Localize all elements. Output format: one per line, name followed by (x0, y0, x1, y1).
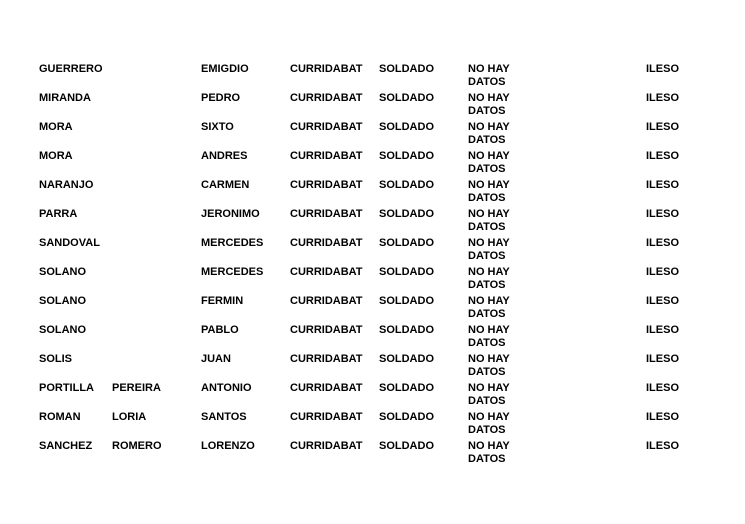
place-cell: CURRIDABAT (290, 150, 363, 162)
status-cell: ILESO (646, 179, 680, 191)
table-row (0, 324, 745, 353)
rank-cell: SOLDADO (379, 150, 434, 162)
given-name-cell: MERCEDES (201, 237, 264, 249)
place-cell: CURRIDABAT (290, 266, 363, 278)
status-cell: ILESO (646, 63, 680, 75)
first-surname-cell: SOLANO (39, 295, 87, 307)
place-cell: CURRIDABAT (290, 440, 363, 452)
given-name-cell: SIXTO (201, 121, 234, 133)
place-cell: CURRIDABAT (290, 63, 363, 75)
rank-cell: SOLDADO (379, 121, 434, 133)
data-note-cell: NO HAY DATOS (468, 382, 510, 407)
second-surname-cell: ROMERO (112, 440, 162, 452)
table-row (0, 295, 745, 324)
place-cell: CURRIDABAT (290, 382, 363, 394)
data-note-cell: NO HAY DATOS (468, 266, 510, 291)
first-surname-cell: GUERRERO (39, 63, 103, 75)
data-note-cell: NO HAY DATOS (468, 324, 510, 349)
table-row (0, 121, 745, 150)
first-surname-cell: PORTILLA (39, 382, 94, 394)
place-cell: CURRIDABAT (290, 179, 363, 191)
place-cell: CURRIDABAT (290, 324, 363, 336)
table-row (0, 353, 745, 382)
data-note-cell: NO HAY DATOS (468, 295, 510, 320)
table-row (0, 150, 745, 179)
given-name-cell: PEDRO (201, 92, 241, 104)
given-name-cell: MERCEDES (201, 266, 264, 278)
status-cell: ILESO (646, 411, 680, 423)
rank-cell: SOLDADO (379, 295, 434, 307)
rank-cell: SOLDADO (379, 63, 434, 75)
given-name-cell: LORENZO (201, 440, 255, 452)
first-surname-cell: NARANJO (39, 179, 94, 191)
place-cell: CURRIDABAT (290, 121, 363, 133)
given-name-cell: ANDRES (201, 150, 248, 162)
data-note-cell: NO HAY DATOS (468, 440, 510, 465)
data-note-cell: NO HAY DATOS (468, 353, 510, 378)
table-row (0, 237, 745, 266)
place-cell: CURRIDABAT (290, 208, 363, 220)
status-cell: ILESO (646, 266, 680, 278)
rank-cell: SOLDADO (379, 382, 434, 394)
status-cell: ILESO (646, 92, 680, 104)
place-cell: CURRIDABAT (290, 295, 363, 307)
table-row (0, 382, 745, 411)
first-surname-cell: MIRANDA (39, 92, 91, 104)
table-row (0, 411, 745, 440)
rank-cell: SOLDADO (379, 266, 434, 278)
data-note-cell: NO HAY DATOS (468, 179, 510, 204)
status-cell: ILESO (646, 237, 680, 249)
status-cell: ILESO (646, 353, 680, 365)
first-surname-cell: MORA (39, 121, 73, 133)
status-cell: ILESO (646, 324, 680, 336)
data-note-cell: NO HAY DATOS (468, 121, 510, 146)
second-surname-cell: LORIA (112, 411, 147, 423)
given-name-cell: FERMIN (201, 295, 244, 307)
table-row (0, 266, 745, 295)
status-cell: ILESO (646, 440, 680, 452)
given-name-cell: ANTONIO (201, 382, 252, 394)
first-surname-cell: SOLANO (39, 324, 87, 336)
table-row (0, 179, 745, 208)
data-note-cell: NO HAY DATOS (468, 237, 510, 262)
given-name-cell: SANTOS (201, 411, 247, 423)
first-surname-cell: SOLANO (39, 266, 87, 278)
data-note-cell: NO HAY DATOS (468, 411, 510, 436)
status-cell: ILESO (646, 295, 680, 307)
given-name-cell: JERONIMO (201, 208, 260, 220)
place-cell: CURRIDABAT (290, 92, 363, 104)
given-name-cell: JUAN (201, 353, 231, 365)
first-surname-cell: MORA (39, 150, 73, 162)
data-note-cell: NO HAY DATOS (468, 150, 510, 175)
rank-cell: SOLDADO (379, 237, 434, 249)
first-surname-cell: ROMAN (39, 411, 81, 423)
rank-cell: SOLDADO (379, 92, 434, 104)
rank-cell: SOLDADO (379, 411, 434, 423)
first-surname-cell: SANDOVAL (39, 237, 100, 249)
place-cell: CURRIDABAT (290, 353, 363, 365)
second-surname-cell: PEREIRA (112, 382, 161, 394)
rank-cell: SOLDADO (379, 353, 434, 365)
data-note-cell: NO HAY DATOS (468, 63, 510, 88)
first-surname-cell: SANCHEZ (39, 440, 93, 452)
table-row (0, 63, 745, 92)
data-note-cell: NO HAY DATOS (468, 92, 510, 117)
status-cell: ILESO (646, 382, 680, 394)
table-row (0, 92, 745, 121)
place-cell: CURRIDABAT (290, 411, 363, 423)
status-cell: ILESO (646, 208, 680, 220)
first-surname-cell: SOLIS (39, 353, 73, 365)
data-note-cell: NO HAY DATOS (468, 208, 510, 233)
given-name-cell: EMIGDIO (201, 63, 249, 75)
rank-cell: SOLDADO (379, 324, 434, 336)
rank-cell: SOLDADO (379, 179, 434, 191)
table-row (0, 208, 745, 237)
table-row (0, 440, 745, 469)
rank-cell: SOLDADO (379, 440, 434, 452)
given-name-cell: PABLO (201, 324, 239, 336)
place-cell: CURRIDABAT (290, 237, 363, 249)
given-name-cell: CARMEN (201, 179, 250, 191)
first-surname-cell: PARRA (39, 208, 78, 220)
status-cell: ILESO (646, 150, 680, 162)
rank-cell: SOLDADO (379, 208, 434, 220)
status-cell: ILESO (646, 121, 680, 133)
